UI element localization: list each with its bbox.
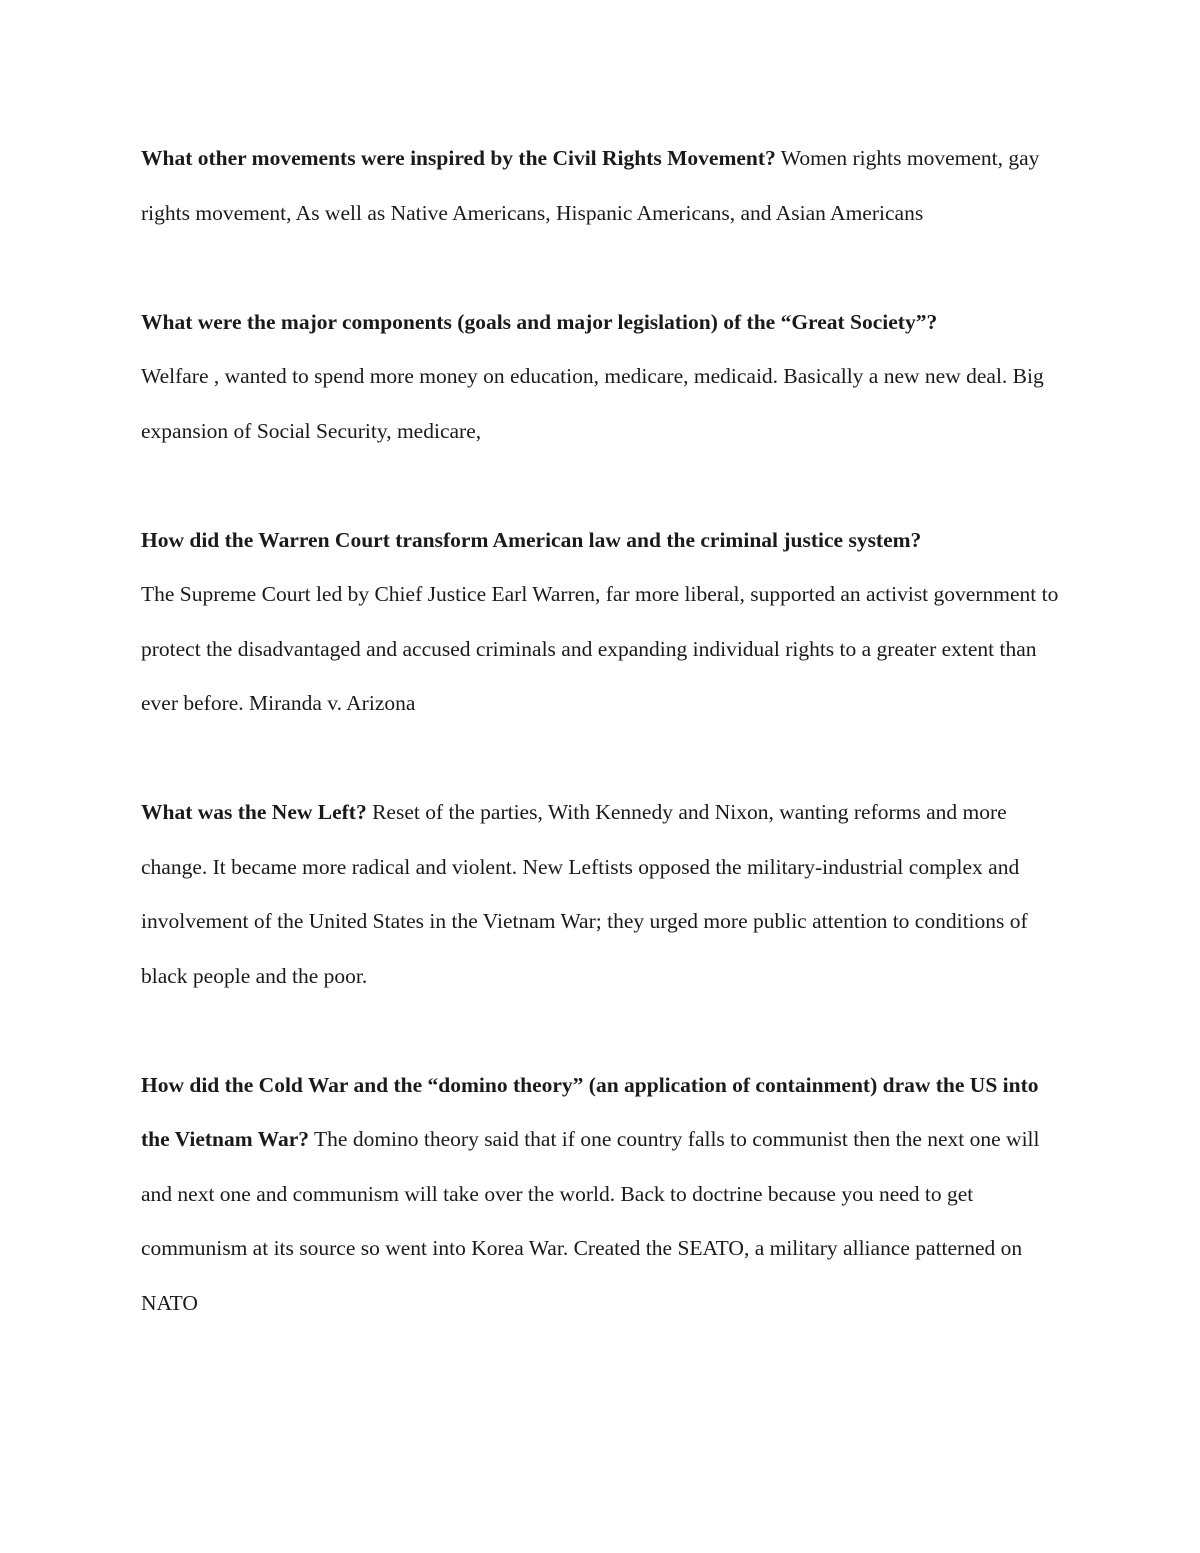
question-text: How did the Warren Court transform American law and the criminal justice system? bbox=[141, 527, 922, 552]
answer-paragraph bbox=[141, 567, 1063, 731]
qa-section-domino-theory bbox=[141, 1058, 1063, 1331]
paragraph bbox=[141, 1058, 1063, 1331]
answer-paragraph bbox=[141, 349, 1063, 458]
question-paragraph bbox=[141, 513, 1063, 568]
question-text: What were the major components (goals and major legislation) of the “Great Society”? bbox=[141, 309, 938, 334]
question-paragraph bbox=[141, 295, 1063, 350]
answer-text: The Supreme Court led by Chief Justice Earl Warren, far more liberal, supported an activist government to protect the disadvantaged and accused criminals and expanding individual rights to a greater extent than ever before. Miranda v. Arizona bbox=[141, 582, 1059, 715]
question-text: What other movements were inspired by the Civil Rights Movement? bbox=[141, 146, 776, 170]
answer-text: Welfare , wanted to spend more money on education, medicare, medicaid. Basically a new new deal. Big expansion of Social Security, medicare, bbox=[141, 364, 1044, 443]
qa-section-new-left bbox=[141, 785, 1063, 1003]
qa-section-great-society bbox=[141, 295, 1063, 459]
qa-section-civil-rights bbox=[141, 131, 1063, 240]
question-text: What was the New Left? bbox=[141, 800, 367, 824]
qa-section-warren-court bbox=[141, 513, 1063, 731]
paragraph bbox=[141, 131, 1063, 240]
answer-text: Reset of the parties, With Kennedy and Nixon, wanting reforms and more change. It became more radical and violent. New Leftists opposed the military-industrial complex and involvement of the United States in the Vietnam War; they urged more public attention to conditions of black people and the poor. bbox=[141, 800, 1028, 988]
answer-text: The domino theory said that if one country falls to communist then the next one will and next one and communism will take over the world. Back to doctrine because you need to get communism at its source so went into Korea War. Created the SEATO, a military alliance patterned on NATO bbox=[141, 1127, 1040, 1315]
paragraph bbox=[141, 785, 1063, 1003]
question-text: How did the Cold War and the “domino theory” (an application of containment) draw the US into the Vietnam War? bbox=[141, 1072, 1039, 1151]
document-body bbox=[141, 131, 1063, 1385]
answer-text: Women rights movement, gay rights movement, As well as Native Americans, Hispanic Americans, and Asian Americans bbox=[141, 146, 1040, 225]
